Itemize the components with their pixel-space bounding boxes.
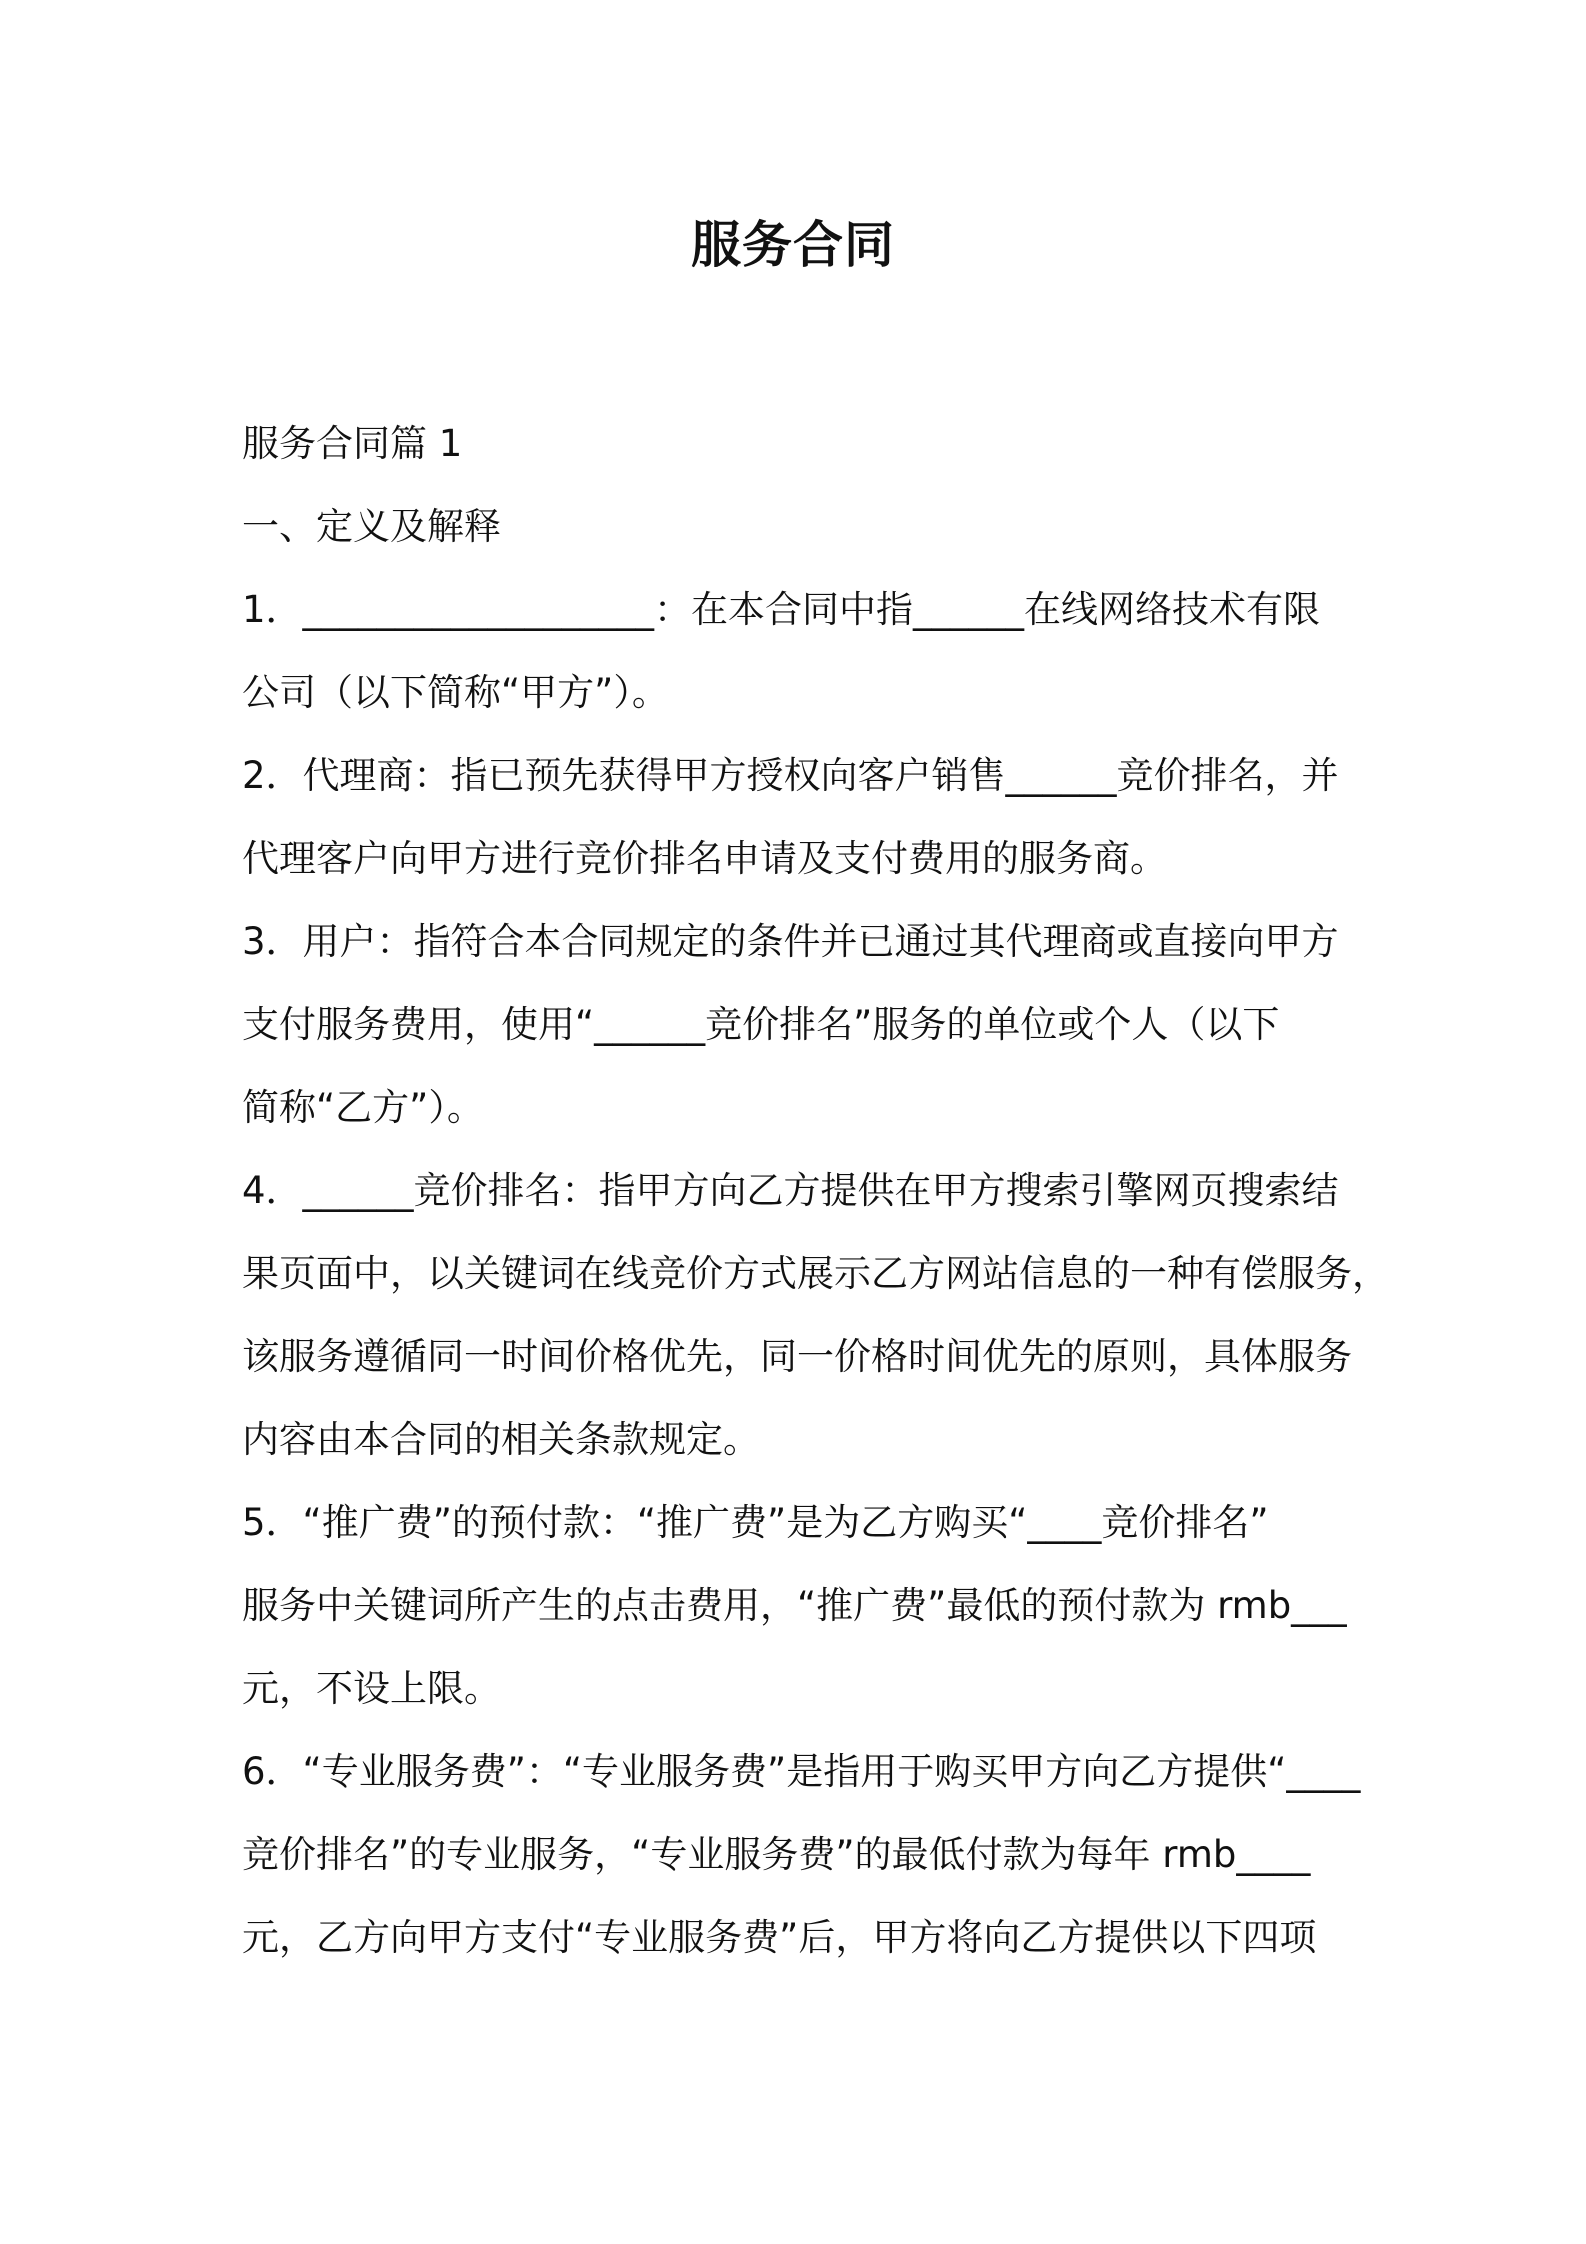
paragraph-line: 6．“专业服务费”：“专业服务费”是指用于购买甲方向乙方提供“____ xyxy=(242,1750,1361,1793)
paragraph-line: 支付服务费用，使用“______竞价排名”服务的单位或个人（以下 xyxy=(242,1003,1280,1046)
paragraph-line: 4．______竞价排名：指甲方向乙方提供在甲方搜索引擎网页搜索结 xyxy=(242,1169,1339,1212)
paragraph-line: 服务中关键词所产生的点击费用，“推广费”最低的预付款为 rmb___ xyxy=(242,1584,1347,1627)
paragraph-line: 该服务遵循同一时间价格优先，同一价格时间优先的原则，具体服务 xyxy=(242,1335,1352,1378)
clause-heading: 一、定义及解释 xyxy=(242,505,501,548)
section-heading: 服务合同篇 1 xyxy=(242,422,463,465)
paragraph-line: 公司（以下简称“甲方”）。 xyxy=(242,671,669,714)
paragraph-line: 2．代理商：指已预先获得甲方授权向客户销售______竞价排名，并 xyxy=(242,754,1339,797)
paragraph-line: 果页面中，以关键词在线竞价方式展示乙方网站信息的一种有偿服务， xyxy=(242,1252,1389,1295)
document-body xyxy=(242,402,1389,1979)
paragraph-line: 1．___________________：在本合同中指______在线网络技术有限 xyxy=(242,588,1321,631)
paragraph-line: 元，不设上限。 xyxy=(242,1667,501,1710)
paragraph-line: 5．“推广费”的预付款：“推广费”是为乙方购买“____竞价排名” xyxy=(242,1501,1269,1544)
paragraph-line: 元，乙方向甲方支付“专业服务费”后，甲方将向乙方提供以下四项 xyxy=(242,1916,1317,1959)
paragraph-line: 代理客户向甲方进行竞价排名申请及支付费用的服务商。 xyxy=(242,837,1167,880)
paragraph-line: 简称“乙方”）。 xyxy=(242,1086,484,1129)
paragraph-line: 内容由本合同的相关条款规定。 xyxy=(242,1418,760,1461)
paragraph-line: 竞价排名”的专业服务，“专业服务费”的最低付款为每年 rmb____ xyxy=(242,1833,1311,1876)
document-title: 服务合同 xyxy=(691,216,895,274)
paragraph-line: 3．用户：指符合本合同规定的条件并已通过其代理商或直接向甲方 xyxy=(242,920,1339,963)
